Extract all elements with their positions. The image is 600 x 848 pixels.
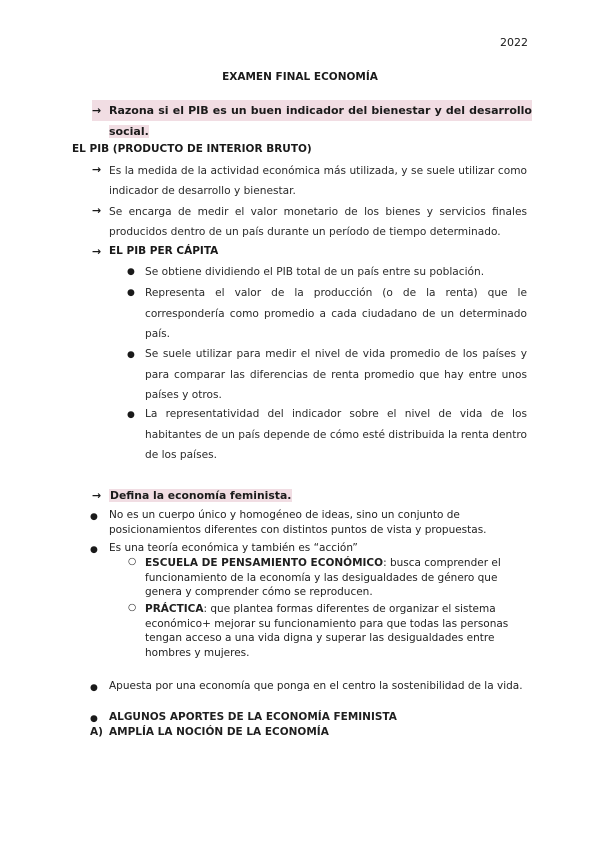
arrow-right-icon: → [92, 204, 102, 217]
sub-item-label: ESCUELA DE PENSAMIENTO ECONÓMICO [145, 557, 384, 569]
list-item-label: A) [90, 726, 103, 738]
arrow-right-icon: → [92, 163, 102, 176]
bullet-icon: ● [127, 350, 135, 360]
bullet-icon: ● [90, 683, 98, 693]
arrow-right-icon: → [92, 489, 102, 502]
bullet-icon: ● [90, 545, 98, 555]
question-1 [92, 100, 532, 142]
bullet-icon: ● [127, 267, 135, 277]
per-capita-item: Se obtiene dividiendo el PIB total de un país entre su población. [145, 266, 485, 278]
pib-per-capita-heading: EL PIB PER CÁPITA [109, 245, 219, 257]
question-1-line-1: Razona si el PIB es un buen indicador del bienestar y del desarrollo [92, 100, 532, 121]
question-2: Defina la economía feminista. [110, 489, 292, 502]
arrow-right-icon: → [92, 245, 102, 258]
feminist-bullet: Apuesta por una economía que ponga en el centro la sostenibilidad de la vida. [109, 680, 523, 692]
feminist-sub-item [145, 556, 529, 600]
arrow-right-icon: → [92, 104, 102, 117]
sub-item-text: : que plantea formas diferentes de organizar el sistema económico+ mejorar su funcionamiento para que todas las personas tengan acceso a una vida digna y superar las desigualdades entre hombres y mujeres. [145, 603, 509, 659]
bullet-icon: ● [90, 714, 98, 724]
bullet-icon: ● [127, 288, 135, 298]
pib-point: Se encarga de medir el valor monetario de los bienes y servicios finales producidos dentro de un país durante un período de tiempo determinado. [109, 206, 527, 238]
pib-heading: EL PIB (PRODUCTO DE INTERIOR BRUTO) [72, 143, 312, 155]
bullet-icon: ● [90, 512, 98, 522]
feminist-bullet: Es una teoría económica y también es “acción” [109, 542, 358, 554]
per-capita-item: La representatividad del indicador sobre el nivel de vida de los habitantes de un país depende de cómo esté distribuida la renta dentro de los países. [145, 408, 527, 461]
list-item-text: AMPLÍA LA NOCIÓN DE LA ECONOMÍA [109, 726, 329, 738]
feminist-bullet: No es un cuerpo único y homogéneo de ideas, sino un conjunto de posicionamientos diferentes con distintos puntos de vista y propuestas. [109, 509, 487, 536]
per-capita-item: Se suele utilizar para medir el nivel de vida promedio de los países y para comparar las diferencias de renta promedio que hay entre unos países y otros. [145, 348, 527, 401]
feminist-bullet: ALGUNOS APORTES DE LA ECONOMÍA FEMINISTA [109, 711, 397, 723]
bullet-icon: ● [127, 410, 135, 420]
circle-bullet-icon: ○ [128, 556, 137, 567]
pib-point: Es la medida de la actividad económica más utilizada, y se suele utilizar como indicador de desarrollo y bienestar. [109, 165, 527, 197]
page-title: EXAMEN FINAL ECONOMÍA [222, 71, 378, 83]
feminist-sub-item [145, 602, 529, 660]
circle-bullet-icon: ○ [128, 602, 137, 613]
sub-item-text: : busca comprender el funcionamiento de la economía y las desigualdades de género que genera y comprender cómo se reproducen. [145, 557, 501, 598]
sub-item-label: PRÁCTICA [145, 603, 204, 615]
page-year: 2022 [500, 36, 528, 49]
question-1-line-2: social. [109, 125, 149, 138]
per-capita-item: Representa el valor de la producción (o de la renta) que le correspondería como promedio a cada ciudadano de un determinado país. [145, 287, 527, 340]
